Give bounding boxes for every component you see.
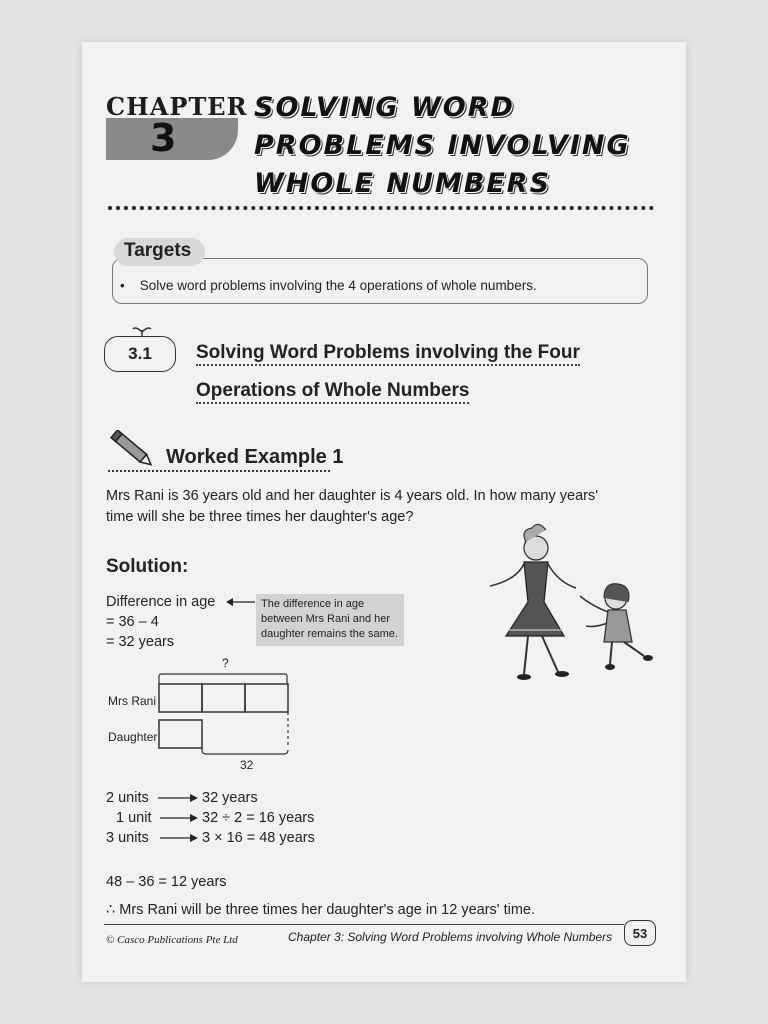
pencil-icon	[106, 430, 158, 470]
bar-model-diagram	[156, 670, 296, 766]
solution-heading: Solution:	[106, 556, 189, 577]
working-row-1-right: 32 years	[202, 790, 258, 806]
section-title-line-1: Solving Word Problems involving the Four	[196, 342, 580, 366]
model-question-label: ?	[222, 656, 229, 670]
working-row-3-right: 3 × 16 = 48 years	[202, 830, 315, 846]
targets-item	[120, 278, 537, 293]
chapter-title-line-1: SOLVING WORD	[254, 92, 515, 123]
model-difference-label: 32	[240, 758, 254, 772]
section-number: 3.1	[128, 344, 152, 363]
section-number-badge	[104, 336, 176, 372]
solution-step-2: = 36 – 4	[106, 614, 159, 630]
note-line-1: The difference in age	[261, 598, 365, 610]
publisher-credit: © Casco Publications Pte Ltd	[106, 934, 238, 946]
footer-chapter-ref: Chapter 3: Solving Word Problems involving Whole Numbers	[288, 930, 613, 944]
bullet: •	[120, 278, 140, 293]
chapter-number: 3	[150, 116, 177, 160]
solution-step-3: = 32 years	[106, 634, 175, 650]
problem-line-2: time will she be three times her daughter's age?	[106, 509, 414, 525]
mother-daughter-illustration	[476, 522, 660, 686]
worked-example-title: Worked Example 1	[166, 446, 344, 468]
note-line-2: between Mrs Rani and her	[261, 613, 391, 625]
note-box	[256, 594, 404, 646]
badge-sprout-icon	[132, 326, 152, 338]
working-row-2-left: 1 unit	[116, 810, 152, 826]
footer-rule	[104, 924, 624, 925]
subtraction-step: 48 – 36 = 12 years	[106, 874, 227, 890]
working-row-3-left: 3 units	[106, 830, 149, 846]
working-row-2-right: 32 ÷ 2 = 16 years	[202, 810, 315, 826]
note-line-3: daughter remains the same.	[261, 628, 398, 640]
page-number: 53	[632, 925, 648, 941]
model-row-daughter: Daughter	[108, 730, 158, 744]
model-row-mrs-rani: Mrs Rani	[108, 694, 157, 708]
chapter-title-line-2: PROBLEMS INVOLVING	[254, 130, 631, 161]
working-arrows	[156, 792, 198, 852]
conclusion: ∴ Mrs Rani will be three times her daughter's age in 12 years' time.	[106, 902, 536, 918]
solution-step-1: Difference in age	[106, 594, 216, 610]
problem-line-1: Mrs Rani is 36 years old and her daughter is 4 years old. In how many years'	[106, 488, 598, 504]
worked-example-underline	[108, 470, 330, 472]
page-number-badge	[624, 920, 656, 946]
section-title-line-2: Operations of Whole Numbers	[196, 380, 469, 404]
chapter-title-line-3: WHOLE NUMBERS	[254, 168, 552, 199]
header-divider	[108, 206, 654, 210]
targets-label: Targets	[114, 238, 205, 266]
working-row-1-left: 2 units	[106, 790, 149, 806]
arrow-left-icon	[226, 596, 256, 608]
chapter-label: CHAPTER	[106, 92, 248, 121]
targets-item-text: Solve word problems involving the 4 operations of whole numbers.	[139, 278, 537, 293]
